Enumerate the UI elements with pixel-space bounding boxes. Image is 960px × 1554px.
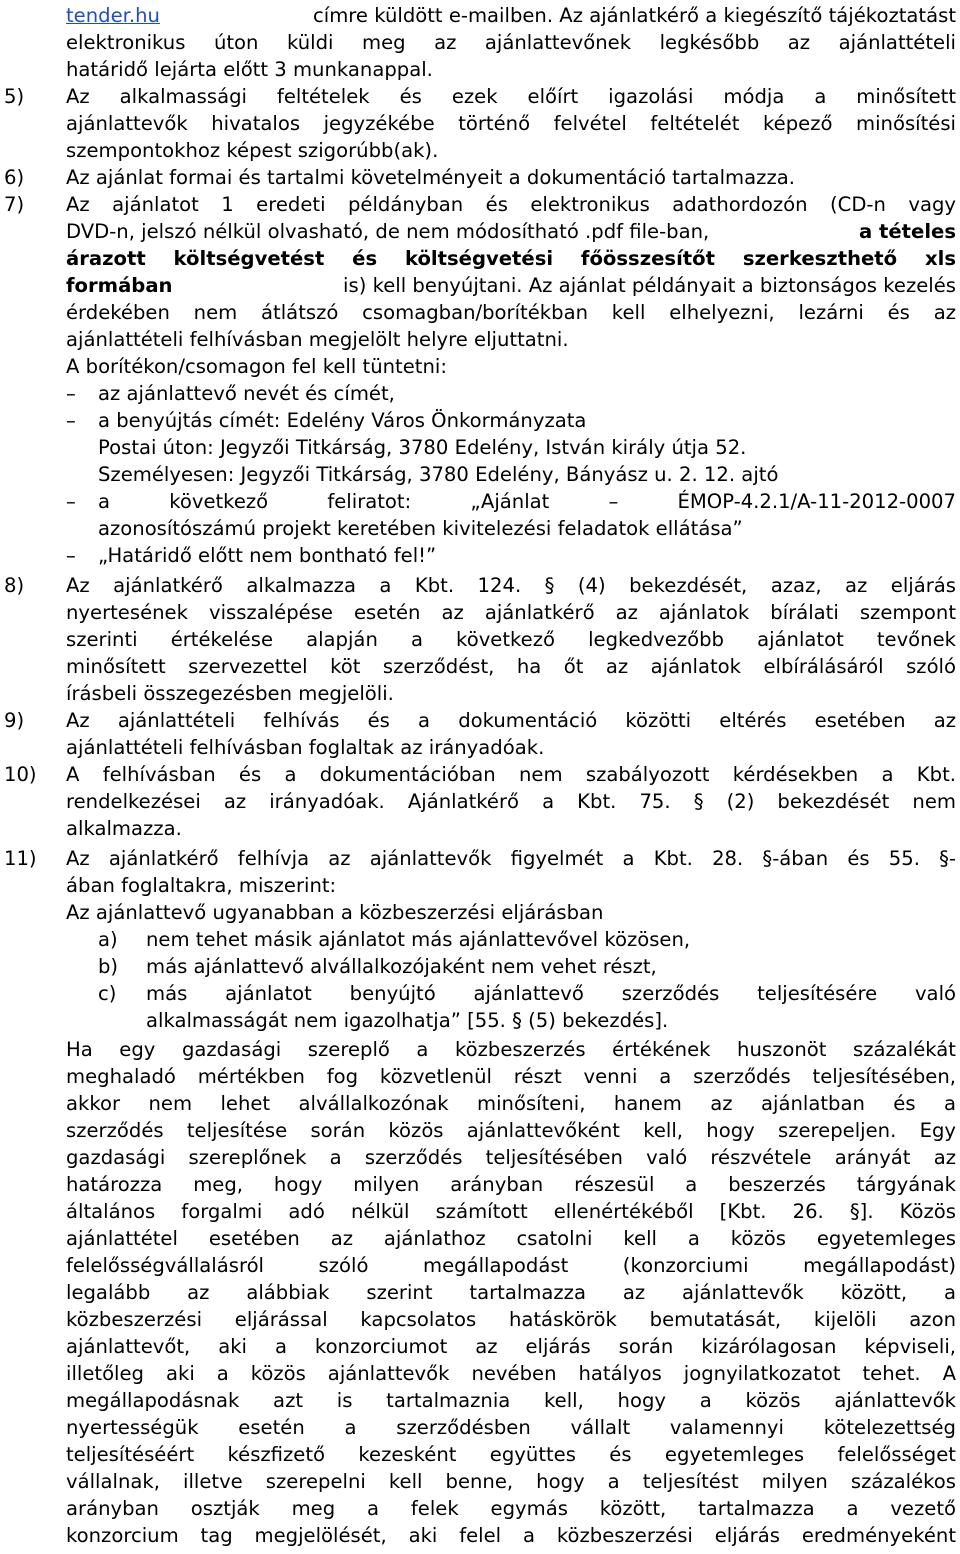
item-7-line-4: formában is) kell benyújtani. Az ajánlat példányait a biztonságos kezelés — [66, 274, 956, 297]
item-8: 8) Az ajánlatkérő alkalmazza a Kbt. 124. § (4) bekezdését, azaz, az eljárás — [4, 574, 956, 597]
item-8-line-5: írásbeli összegezésben megjelöli. — [66, 682, 394, 705]
item-10-label: 10) — [4, 763, 37, 786]
item-8-line-3: szerinti értékelése alapján a következő legkedvezőbb ajánlatot tevőnek — [66, 628, 956, 651]
dash-icon: – — [66, 544, 76, 567]
item-11-line-2: ában foglaltakra, miszerint: — [66, 874, 337, 897]
paragraph-line: megállapodásnak azt is tartalmaznia kell, hogy a közös ajánlattevők — [66, 1389, 956, 1412]
dash-icon: – — [66, 409, 76, 432]
paragraph-line: vállalnak, illetve szerepelni kell benne, hogy a teljesítést milyen százalékos — [66, 1470, 956, 1493]
sub-item-c: c) más ajánlatot benyújtó ajánlattevő szerződés teljesítésére való — [98, 982, 956, 1005]
paragraph-line: határozza meg, hogy milyen arányban részesül a beszerzés tárgyának — [66, 1173, 956, 1196]
sub-item-a: a) nem tehet másik ajánlatot más ajánlattevővel közösen, — [98, 928, 691, 951]
paragraph-line: arányban osztják meg a felek egymás között, tartalmazza a vezető — [66, 1497, 956, 1520]
item-5: 5) Az alkalmassági feltételek és ezek előírt igazolási módja a minősített — [4, 85, 956, 108]
item-11-line-3: Az ajánlattevő ugyanabban a közbeszerzési eljárásban — [66, 901, 604, 924]
paragraph-line: nyertességük esetén a szerződésben vállalt valamennyi kötelezettség — [66, 1416, 956, 1439]
paragraph-line: ajánlattétel esetében az ajánlathoz csatolni kell a közös egyetemleges — [66, 1227, 956, 1250]
envelope-bullet-3-line-2: azonosítószámú projekt keretében kivitelezési feladatok ellátása” — [98, 517, 743, 540]
paragraph-line: felelősségvállalásról szóló megállapodást (konzorciumi megállapodást) — [66, 1254, 956, 1277]
intro-line-1 — [0, 2, 960, 29]
item-8-label: 8) — [4, 574, 25, 597]
item-7-line-2: DVD-n, jelszó nélkül olvasható, de nem módosítható .pdf file-ban, a tételes — [66, 220, 956, 243]
item-11: 11) Az ajánlatkérő felhívja az ajánlattevők figyelmét a Kbt. 28. §-ában és 55. §- — [4, 847, 956, 870]
item-7-label: 7) — [4, 193, 25, 216]
item-10: 10) A felhívásban és a dokumentációban nem szabályozott kérdésekben a Kbt. — [4, 763, 956, 786]
dash-icon: – — [66, 490, 76, 513]
paragraph-line: általános forgalmi adó nélkül számított ellenértékéből [Kbt. 26. §]. Közös — [66, 1200, 956, 1223]
paragraph-line: közbeszerzési eljárással kapcsolatos hatáskörök bemutatását, kijelöli azon — [66, 1308, 956, 1331]
item-5-label: 5) — [4, 85, 25, 108]
intro-text: címre küldött e-mailben. Az ajánlatkérő a kiegészítő tájékoztatást — [313, 4, 956, 27]
paragraph-line: legalább az alábbiak szerint tartalmazza az ajánlattevők között, a — [66, 1281, 956, 1304]
item-11-label: 11) — [4, 847, 37, 870]
item-9: 9) Az ajánlattételi felhívás és a dokumentáció közötti eltérés esetében az — [4, 709, 956, 732]
paragraph-line: akkor nem lehet alvállalkozónak minősíteni, hanem az ajánlatban és a — [66, 1092, 956, 1115]
paragraph-line: gazdasági szereplőnek a szerződés teljesítésében való részvétele arányát az — [66, 1146, 956, 1169]
sub-item-b: b) más ajánlattevő alvállalkozójaként nem vehet részt, — [98, 955, 657, 978]
intro-line-2: elektronikus úton küldi meg az ajánlattevőnek legkésőbb az ajánlattételi — [66, 31, 956, 54]
item-9-label: 9) — [4, 709, 25, 732]
sub-item-c-line-2: alkalmasságát nem igazolhatja” [55. § (5) bekezdés]. — [146, 1009, 669, 1032]
item-6-label: 6) — [4, 166, 25, 189]
item-8-line-2: nyertesének visszalépése esetén az ajánlatkérő az ajánlatok bírálati szempont — [66, 601, 956, 624]
paragraph-line: szerződés teljesítése során közös ajánlattevőként kell, hogy szerepeljen. Egy — [66, 1119, 956, 1142]
tender-link[interactable]: tender.hu — [66, 4, 160, 27]
envelope-bullet-2: – a benyújtás címét: Edelény Város Önkormányzata — [66, 409, 587, 432]
envelope-bullet-3: – a következő feliratot: „Ajánlat – ÉMOP-4.2.1/A-11-2012-0007 — [66, 490, 956, 513]
item-10-line-2: rendelkezései az irányadóak. Ajánlatkérő a Kbt. 75. § (2) bekezdését nem — [66, 790, 956, 813]
paragraph-line: ajánlattevőt, aki a konzorciumot az eljárás során kizárólagosan képviseli, — [66, 1335, 956, 1358]
item-7-line-6: ajánlattételi felhívásban megjelölt helyre eljuttatni. — [66, 328, 569, 351]
personal-address: Személyesen: Jegyzői Titkárság, 3780 Edelény, Bányász u. 2. 12. ajtó — [98, 463, 779, 486]
item-7-line-3: árazott költségvetést és költségvetési főösszesítőt szerkeszthető xls — [66, 247, 956, 270]
item-9-line-2: ajánlattételi felhívásban foglaltak az irányadóak. — [66, 736, 545, 759]
item-10-line-3: alkalmazza. — [66, 817, 182, 840]
intro-line-3: határidő lejárta előtt 3 munkanappal. — [66, 58, 433, 81]
paragraph-line: Ha egy gazdasági szereplő a közbeszerzés értékének huszonöt százalékát — [66, 1038, 956, 1061]
dash-icon: – — [66, 382, 76, 405]
item-6: 6) Az ajánlat formai és tartalmi követelményeit a dokumentáció tartalmazza. — [4, 166, 795, 189]
item-7-line-5: érdekében nem átlátszó csomagban/borítékban kell elhelyezni, lezárni és az — [66, 301, 956, 324]
envelope-bullet-1: – az ajánlattevő nevét és címét, — [66, 382, 395, 405]
item-8-line-4: minősített szervezettel köt szerződést, ha őt az ajánlatok elbírálásáról szóló — [66, 655, 956, 678]
paragraph-line: teljesítéséért készfizető kezesként együttes és egyetemleges felelősséget — [66, 1443, 956, 1466]
item-5-line-2: ajánlattevők hivatalos jegyzékébe történő felvétel feltételét képező minősítési — [66, 112, 956, 135]
envelope-intro: A borítékon/csomagon fel kell tüntetni: — [66, 355, 447, 378]
paragraph-line: illetőleg aki a közös ajánlattevők nevében hatályos jognyilatkozatot tehet. A — [66, 1362, 956, 1385]
paragraph-line: meghaladó mértékben fog közvetlenül részt venni a szerződés teljesítésében, — [66, 1065, 956, 1088]
postal-address: Postai úton: Jegyzői Titkárság, 3780 Edelény, István király útja 52. — [98, 436, 747, 459]
paragraph-line: konzorcium tag megjelölését, aki felel a közbeszerzési eljárás eredményeként — [66, 1524, 956, 1547]
item-7: 7) Az ajánlatot 1 eredeti példányban és elektronikus adathordozón (CD-n vagy — [4, 193, 956, 216]
envelope-bullet-4: – „Határidő előtt nem bontható fel!” — [66, 544, 437, 567]
item-5-line-3: szempontokhoz képest szigorúbb(ak). — [66, 139, 439, 162]
